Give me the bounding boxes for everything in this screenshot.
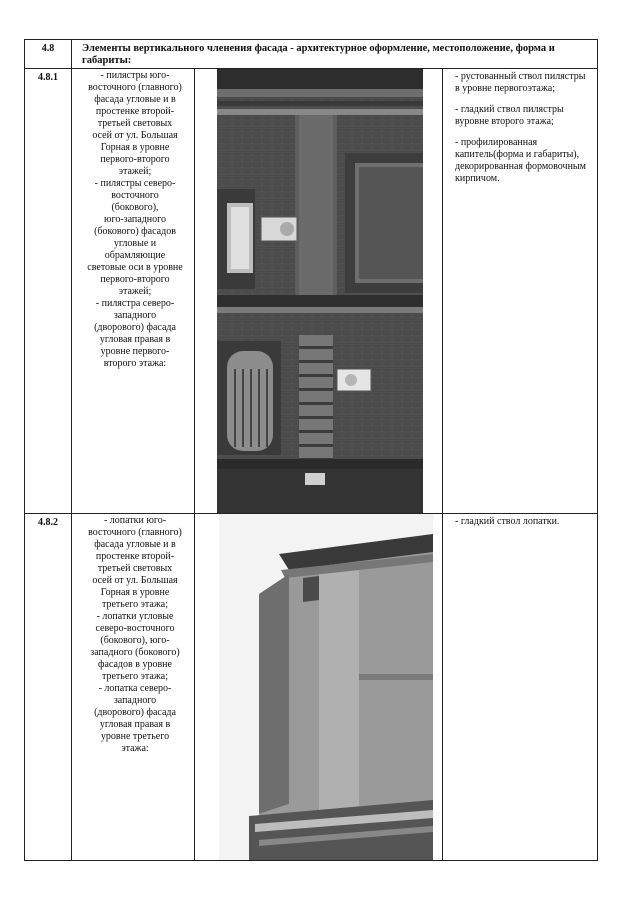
section-number: 4.8: [41, 43, 55, 54]
description-line: восточного (главного): [88, 82, 182, 93]
section-title: Элементы вертикального членения фасада - архитектурное оформление, местоположение, форма и габариты:: [82, 43, 555, 66]
description-line: угловая правая в: [99, 334, 171, 345]
description-line: первого-второго: [100, 154, 170, 165]
description-line: - пилястра северо-: [95, 298, 175, 309]
facade-elements-table: [24, 39, 598, 861]
section-number-cell: [25, 40, 72, 69]
description-line: этажей;: [118, 286, 152, 297]
element-description: [72, 514, 194, 755]
description-cell: [72, 514, 195, 861]
description-line: обрамляющие: [104, 250, 166, 261]
description-line: западного: [113, 695, 157, 706]
table-row-4-8-2: [25, 514, 598, 861]
row-number-cell: [25, 69, 72, 514]
description-line: - пилястры юго-: [100, 70, 170, 81]
detail-item: - гладкий ствол лопатки.: [455, 516, 560, 527]
description-line: уровне первого-: [100, 346, 170, 357]
element-details: [443, 514, 597, 528]
description-line: третьей световых: [97, 563, 173, 574]
description-line: фасада угловые и в: [94, 539, 176, 550]
facade-photo-lesenes: [195, 514, 442, 860]
description-line: - лопатка северо-: [98, 683, 172, 694]
description-line: - пилястры северо-: [94, 178, 176, 189]
description-line: осей от ул. Большая: [92, 575, 178, 586]
description-line: восточного (главного): [88, 527, 182, 538]
description-line: (дворового) фасада: [94, 707, 176, 718]
row-number: 4.8.1: [38, 72, 58, 83]
description-line: фасада угловые и в: [94, 94, 176, 105]
facade-photo-pilasters: [195, 69, 442, 513]
description-line: (бокового) фасадов: [94, 226, 176, 237]
description-line: юго-западного: [104, 214, 166, 225]
description-line: третьего этажа;: [101, 671, 168, 682]
detail-item: - гладкий ствол пилястры вуровне второго этажа;: [455, 104, 564, 127]
details-cell: [443, 514, 598, 861]
table-row-4-8-1: [25, 69, 598, 514]
element-description: [72, 69, 194, 370]
description-line: северо-восточного: [95, 623, 175, 634]
photo-cell: [195, 514, 443, 861]
description-line: (бокового),: [111, 202, 159, 213]
description-line: простенке второй-: [95, 551, 175, 562]
description-line: угловая правая в: [99, 719, 171, 730]
description-line: (бокового), юго-: [100, 635, 170, 646]
description-line: этажей;: [118, 166, 152, 177]
details-cell: [443, 69, 598, 514]
description-line: фасадов в уровне: [98, 659, 172, 670]
description-line: - лопатки угловые: [96, 611, 174, 622]
description-line: простенке второй-: [95, 106, 175, 117]
section-title-cell: [72, 40, 598, 69]
description-line: (дворового) фасада: [94, 322, 176, 333]
description-line: световые оси в уровне: [87, 262, 183, 273]
description-line: западного (бокового): [90, 647, 180, 658]
description-line: осей от ул. Большая: [92, 130, 178, 141]
description-line: угловые и: [113, 238, 157, 249]
description-line: западного: [113, 310, 157, 321]
description-line: третьей световых: [97, 118, 173, 129]
description-line: первого-второго: [100, 274, 170, 285]
description-line: третьего этажа;: [101, 599, 168, 610]
description-line: Горная в уровне: [100, 587, 170, 598]
row-number-cell: [25, 514, 72, 861]
element-details: [443, 69, 597, 185]
description-cell: [72, 69, 195, 514]
description-line: уровне третьего: [100, 731, 170, 742]
detail-item: - профилированная капитель(форма и габариты), декорированная формовочным кирпичом.: [455, 137, 586, 184]
row-number: 4.8.2: [38, 517, 58, 528]
section-header-row: [25, 40, 598, 69]
description-line: - лопатки юго-: [103, 515, 167, 526]
description-line: Горная в уровне: [100, 142, 170, 153]
detail-item: - рустованный ствол пилястры в уровне первогоэтажа;: [455, 71, 586, 94]
photo-cell: [195, 69, 443, 514]
description-line: этажа:: [121, 743, 149, 754]
description-line: восточного: [111, 190, 159, 201]
description-line: второго этажа:: [103, 358, 167, 369]
